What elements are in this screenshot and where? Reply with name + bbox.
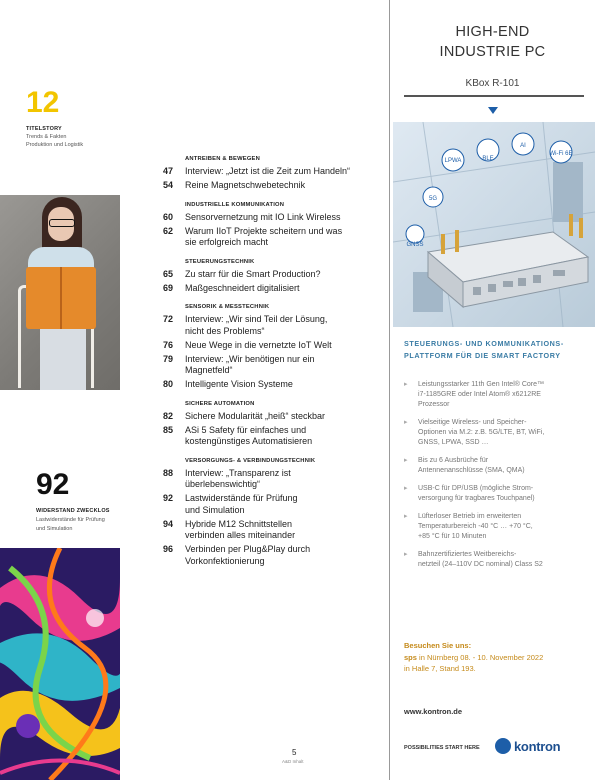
ad-feature-item <box>404 484 589 504</box>
toc-entry-page: 80 <box>163 379 174 389</box>
toc-section-title: INDUSTRIELLE KOMMUNIKATION <box>185 201 285 208</box>
toc-entry-title <box>185 519 378 542</box>
toc-entry-page: 82 <box>163 410 174 421</box>
ad-title-line2: INDUSTRIE PC <box>439 44 546 60</box>
toc-entry[interactable] <box>163 212 378 224</box>
ad-feature-line: +85 °C für 10 Minuten <box>418 533 487 540</box>
table-of-contents <box>163 156 378 577</box>
ble-icon: BLE <box>482 156 494 162</box>
ad-feature-line: i7-1185GRE oder Intel Atom® x6212RE <box>418 391 541 398</box>
story-kicker-widerstand: WIDERSTAND ZWECKLOS <box>36 508 110 514</box>
toc-entry-line: Hybride M12 Schnittstellen <box>185 518 293 529</box>
toc-entry-line: Interview: „Wir benötigen nur ein <box>185 353 315 364</box>
toc-entry-page: 96 <box>163 544 174 554</box>
toc-entry-line: Magnetfeld“ <box>185 365 233 375</box>
bullet-arrow-icon: ▸ <box>404 381 408 388</box>
toc-entry[interactable] <box>163 468 378 491</box>
bullet-arrow-icon: ▸ <box>404 457 408 464</box>
ad-visit-info <box>404 640 589 675</box>
toc-entry-line: Intelligente Vision Systeme <box>185 379 293 389</box>
story-sub-widerstand-2: und Simulation <box>36 526 73 532</box>
toc-entry-title <box>185 468 378 491</box>
toc-entry-title <box>185 544 378 567</box>
ad-feature-text <box>418 456 525 476</box>
kontron-logo-icon <box>495 738 511 754</box>
ad-feature-line: Lüfterloser Betrieb im erweiterten <box>418 513 522 520</box>
toc-entry[interactable] <box>163 180 378 192</box>
toc-section-title: STEUERUNGSTECHNIK <box>185 258 255 265</box>
bullet-arrow-icon: ▸ <box>404 551 408 558</box>
toc-entry-line: Sichere Modularität „heiß“ steckbar <box>185 410 326 421</box>
toc-entry-title <box>185 212 378 224</box>
toc-entry-line: Neue Wege in die vernetzte IoT Welt <box>185 339 332 350</box>
toc-entry-line: ASi 5 Safety für einfaches und <box>185 424 307 435</box>
toc-entry-page: 62 <box>163 225 174 236</box>
ad-headline-line1: STEUERUNGS- UND KOMMUNIKATIONS- <box>404 339 564 348</box>
ad-title <box>390 22 595 62</box>
toc-section-title: ANTREIBEN & BEWEGEN <box>185 156 260 162</box>
down-arrow-icon <box>488 107 498 114</box>
toc-entry-title <box>185 180 378 192</box>
toc-entry-page: 60 <box>163 211 174 222</box>
visit-label: Besuchen Sie uns: <box>404 641 472 650</box>
toc-entry-page: 65 <box>163 268 174 279</box>
toc-entry-line: verbinden alles miteinander <box>185 530 296 540</box>
toc-section-title: SICHERE AUTOMATION <box>185 400 255 407</box>
kontron-logo <box>495 738 560 754</box>
ad-feature-line: Optionen via M.2: z.B. 5G/LTE, BT, WiFi, <box>418 429 545 436</box>
toc-entry-page: 76 <box>163 339 174 350</box>
ad-feature-line: versorgung für tragbares Touchpanel) <box>418 495 535 502</box>
ad-headline <box>404 338 584 362</box>
wifi-6e-icon: Wi-Fi 6E <box>549 151 573 157</box>
toc-entry-title <box>185 379 378 391</box>
product-image-kbox <box>393 122 595 327</box>
ad-feature-text <box>418 512 533 542</box>
toc-entry[interactable] <box>163 544 378 567</box>
ad-feature-item <box>404 418 589 448</box>
kontron-logo-text: kontron <box>514 738 561 754</box>
visit-fair: sps <box>404 652 417 662</box>
toc-entry-title <box>185 425 378 448</box>
page-caption: A&D Inhalt <box>282 759 304 764</box>
toc-entry-page: 88 <box>163 467 174 478</box>
toc-entry[interactable] <box>163 354 378 377</box>
toc-entry-title <box>185 354 378 377</box>
toc-entry-page: 94 <box>163 518 174 529</box>
toc-entry-page: 47 <box>163 166 174 176</box>
toc-entry-line: Lastwiderstände für Prüfung <box>185 493 298 503</box>
toc-entry-line: und Simulation <box>185 504 245 515</box>
toc-entry-page: 92 <box>163 493 174 503</box>
ad-feature-item <box>404 380 589 410</box>
visit-dates: in Nürnberg 08. - 10. November 2022 <box>416 652 544 662</box>
toc-entry-line: Maßgeschneidert digitalisiert <box>185 282 300 293</box>
colorful-abstract-artwork <box>0 548 120 780</box>
bullet-arrow-icon: ▸ <box>404 419 408 426</box>
toc-entry[interactable] <box>163 379 378 391</box>
toc-entry-line: nicht des Problems“ <box>185 325 265 336</box>
ad-feature-text <box>418 380 544 410</box>
toc-entry-line: Vorkonfektionierung <box>185 555 265 566</box>
cover-photo-woman-with-folder <box>0 195 120 390</box>
ad-feature-item <box>404 512 589 542</box>
toc-entry-title <box>185 314 378 337</box>
toc-entry-line: Interview: „Wir sind Teil der Lösung, <box>185 314 328 324</box>
ad-feature-line: Leistungsstarker 11th Gen Intel® Core™ <box>418 381 545 388</box>
toc-entry[interactable] <box>163 425 378 448</box>
toc-entry[interactable] <box>163 519 378 542</box>
ad-title-line1: HIGH-END <box>455 24 530 40</box>
ad-feature-item <box>404 456 589 476</box>
toc-entry-line: Interview: „Transparenz ist <box>185 467 291 478</box>
toc-entry-line: sie erfolgreich macht <box>185 237 269 247</box>
toc-section <box>163 304 378 391</box>
toc-section-title: SENSORIK & MESSTECHNIK <box>185 304 270 310</box>
toc-entry-page: 85 <box>163 424 174 435</box>
toc-section-title: VERSORGUNGS- & VERBINDUNGSTECHNIK <box>185 457 316 464</box>
toc-entry[interactable] <box>163 226 378 249</box>
story-sub-widerstand-1: Lastwiderstände für Prüfung <box>36 517 105 523</box>
lpwa-icon: LPWA <box>444 158 462 164</box>
ad-slogan: POSSIBILITIES START HERE <box>404 745 480 751</box>
toc-entry[interactable] <box>163 269 378 281</box>
toc-entry-line: Warum IIoT Projekte scheitern und was <box>185 225 343 236</box>
toc-entry-title <box>185 166 378 178</box>
toc-entry[interactable] <box>163 493 378 516</box>
ad-feature-line: Vielseitige Wireless- und Speicher- <box>418 419 527 426</box>
bullet-arrow-icon: ▸ <box>404 485 408 492</box>
ad-feature-text <box>418 484 535 504</box>
toc-entry-line: kostengünstiges Automatisieren <box>185 436 313 446</box>
ad-website-link[interactable]: www.kontron.de <box>404 707 463 716</box>
bullet-arrow-icon: ▸ <box>404 513 408 520</box>
toc-section <box>163 202 378 249</box>
toc-entry-page: 69 <box>163 282 174 293</box>
toc-entry-title <box>185 411 378 423</box>
ad-feature-list <box>404 380 589 578</box>
ad-feature-line: Temperaturbereich -40 °C … +70 °C, <box>418 523 533 530</box>
toc-entry-page: 79 <box>163 353 174 364</box>
page-number: 5 <box>292 748 297 757</box>
toc-entry[interactable] <box>163 340 378 352</box>
toc-entry-line: Sensorvernetzung mit IO Link Wireless <box>185 211 341 222</box>
toc-section <box>163 401 378 448</box>
toc-entry-title <box>185 340 378 352</box>
toc-entry-page: 54 <box>163 180 174 190</box>
toc-entry-page: 72 <box>163 314 174 324</box>
ad-feature-text <box>418 550 543 570</box>
toc-section <box>163 458 378 568</box>
toc-entry-line: Zu starr für die Smart Production? <box>185 268 321 279</box>
toc-entry[interactable] <box>163 411 378 423</box>
5g-icon: 5G <box>428 196 438 202</box>
ad-feature-line: GNSS, LPWA, SSD … <box>418 439 489 446</box>
visit-hall: in Halle 7, Stand 193. <box>404 664 476 673</box>
toc-section <box>163 259 378 295</box>
ad-feature-line: USB-C für DP/USB (mögliche Strom- <box>418 485 534 492</box>
story-sub-titelstory-2: Produktion und Logistik <box>26 142 84 148</box>
ad-rule <box>404 95 584 97</box>
toc-entry-line: überlebenswichtig“ <box>185 479 261 489</box>
story-sub-titelstory-1: Trends & Fakten <box>26 134 67 140</box>
story-number-widerstand: 92 <box>36 468 70 501</box>
toc-entry-title <box>185 283 378 295</box>
ad-headline-line2: PLATTFORM FÜR DIE SMART FACTORY <box>404 351 561 360</box>
toc-entry-title <box>185 226 378 249</box>
ai-icon: AI <box>520 143 526 149</box>
toc-section <box>163 156 378 192</box>
ad-feature-line: Bahnzertifiziertes Weitbereichs- <box>418 551 517 558</box>
ad-feature-item <box>404 550 589 570</box>
toc-entry[interactable] <box>163 166 378 178</box>
gnss-icon: GNSS <box>406 242 424 248</box>
toc-entry-line: Verbinden per Plug&Play durch <box>185 544 311 554</box>
toc-entry-title <box>185 493 378 516</box>
ad-model: KBox R-101 <box>465 78 520 89</box>
ad-feature-line: Prozessor <box>418 401 450 408</box>
ad-feature-line: netzteil (24–110V DC nominal) Class S2 <box>418 561 543 568</box>
ad-feature-line: Bis zu 6 Ausbrüche für <box>418 457 489 464</box>
toc-entry[interactable] <box>163 283 378 295</box>
toc-entry-line: Interview: „Jetzt ist die Zeit zum Handeln“ <box>185 166 351 176</box>
story-kicker-titelstory: TITELSTORY <box>26 126 62 132</box>
ad-feature-text <box>418 418 544 448</box>
story-number-titelstory: 12 <box>26 86 60 119</box>
toc-entry-title <box>185 269 378 281</box>
ad-feature-line: Antennenanschlüsse (SMA, QMA) <box>418 467 525 474</box>
toc-entry-line: Reine Magnetschwebetechnik <box>185 180 306 190</box>
toc-entry[interactable] <box>163 314 378 337</box>
